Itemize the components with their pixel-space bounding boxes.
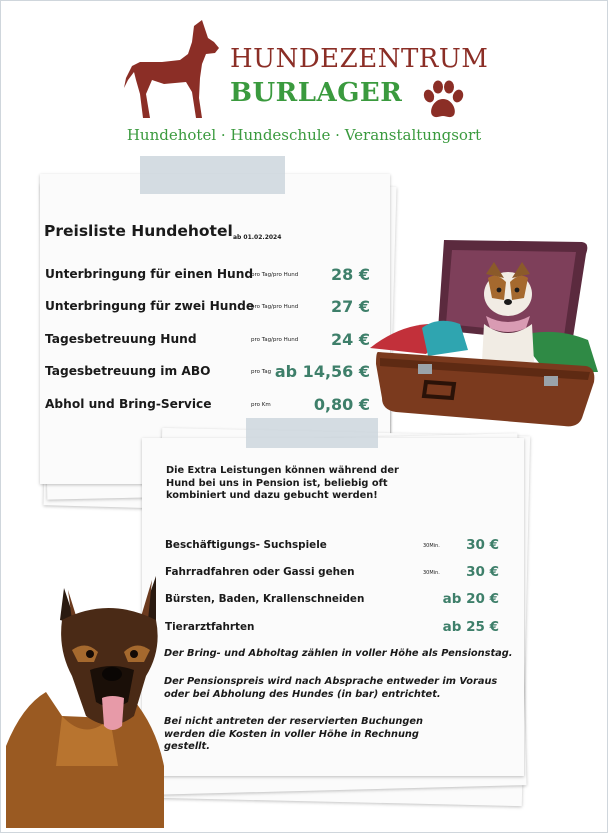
price-row xyxy=(45,297,370,317)
price-row-price: 27 € xyxy=(331,297,370,316)
extra-row xyxy=(165,591,499,609)
extra-row-unit: 30Min. xyxy=(423,570,440,576)
paw-icon xyxy=(420,80,464,120)
price-row-price: 0,80 € xyxy=(313,395,370,414)
pricelist-valid-date: ab 01.02.2024 xyxy=(233,234,282,241)
tape-strip-top xyxy=(140,156,285,194)
extra-row-price: ab 20 € xyxy=(442,591,499,607)
note-paragraph: Der Bring- und Abholtag zählen in voller Höhe als Pensionstag. xyxy=(164,648,513,659)
extra-row-price: 30 € xyxy=(466,564,499,580)
extra-row-label: Fahrradfahren oder Gassi gehen xyxy=(165,566,355,578)
price-row-label: Tagesbetreuung Hund xyxy=(45,332,197,346)
brand-name-line1: HUNDEZENTRUM xyxy=(230,44,489,74)
price-row-label: Abhol und Bring-Service xyxy=(45,397,212,411)
price-row-price: ab 14,56 € xyxy=(274,362,370,381)
brand-name-line2: BURLAGER xyxy=(230,78,403,108)
extras-intro: Die Extra Leistungen können während der Hund bei uns in Pension ist, beliebig oft kombiniert und dazu gebucht werden! xyxy=(166,465,399,501)
shepherd-dog-illustration xyxy=(6,566,164,828)
price-row xyxy=(45,362,370,382)
extra-row xyxy=(165,564,499,582)
price-row-price: 28 € xyxy=(331,265,370,284)
note-paragraph: Der Pensionspreis wird nach Absprache entweder im Voraus oder bei Abholung des Hundes (in bar) entrichtet. xyxy=(164,676,498,700)
extra-row-price: 30 € xyxy=(466,537,499,553)
price-row-unit: pro Tag/pro Hund xyxy=(251,337,299,343)
price-row-label: Tagesbetreuung im ABO xyxy=(45,364,211,378)
price-row xyxy=(45,265,370,285)
extra-row xyxy=(165,537,499,555)
tape-strip-middle xyxy=(246,418,378,448)
extra-row-price: ab 25 € xyxy=(442,619,499,635)
price-row-unit: pro Tag/pro Hund xyxy=(251,272,299,278)
tagline: Hundehotel · Hundeschule · Veranstaltungsort xyxy=(126,126,482,144)
price-row-label: Unterbringung für zwei Hunde xyxy=(45,299,255,313)
price-row xyxy=(45,395,370,415)
price-row-label: Unterbringung für einen Hund xyxy=(45,267,254,281)
price-row-unit: pro Tag/pro Hund xyxy=(251,304,299,310)
note-paragraph: Bei nicht antreten der reservierten Buchungen werden die Kosten in voller Höhe in Rechnung gestellt. xyxy=(164,716,423,752)
price-row-unit: pro Km xyxy=(251,402,271,408)
price-row-unit: pro Tag xyxy=(251,369,272,375)
extra-row-label: Beschäftigungs- Suchspiele xyxy=(165,539,327,551)
suitcase-dog-illustration xyxy=(368,232,600,430)
price-row-price: 24 € xyxy=(331,330,370,349)
extra-row xyxy=(165,619,499,637)
dog-silhouette-logo xyxy=(122,18,222,124)
pricelist-title: Preisliste Hundehotel xyxy=(44,222,233,240)
extra-row-unit: 30Min. xyxy=(423,543,440,549)
price-row xyxy=(45,330,370,350)
extra-row-label: Tierarztfahrten xyxy=(165,621,255,633)
extra-row-label: Bürsten, Baden, Krallenschneiden xyxy=(165,593,365,605)
